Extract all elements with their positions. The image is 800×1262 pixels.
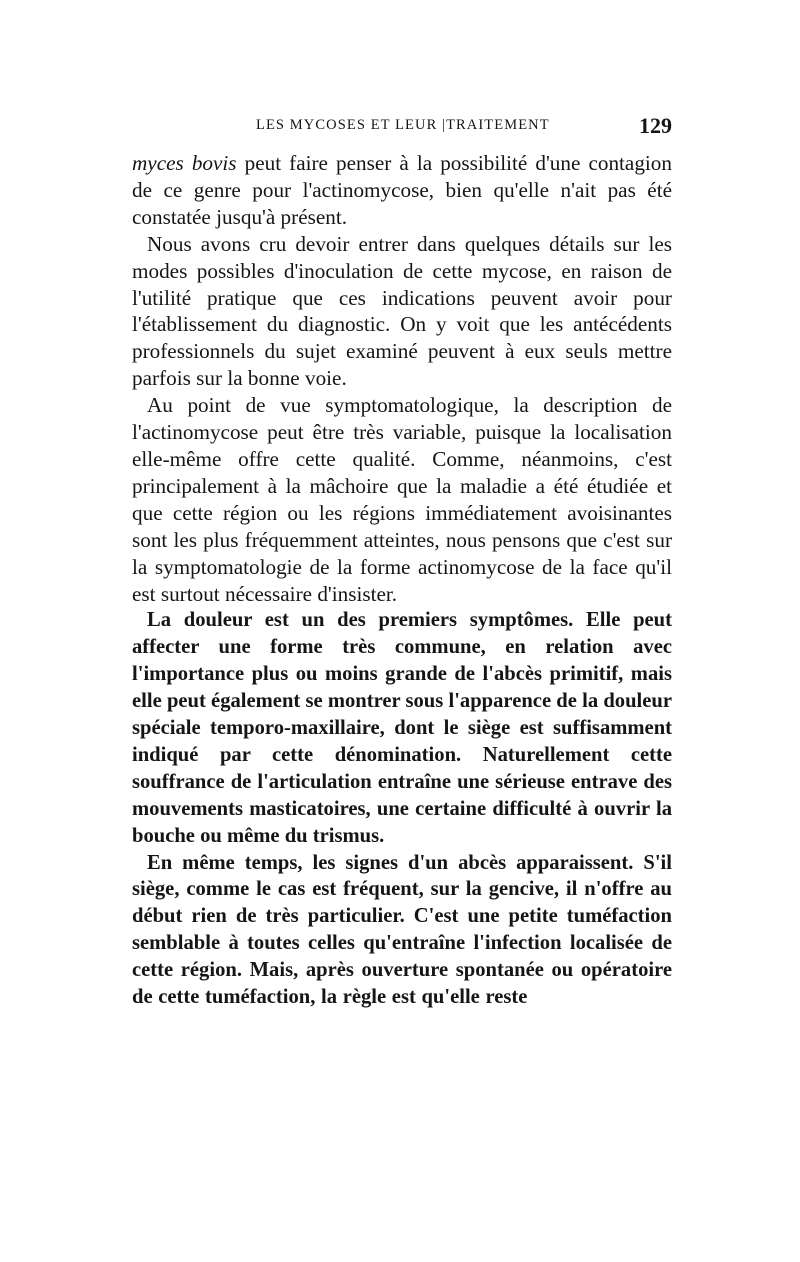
paragraph-4: La douleur est un des premiers symptômes. Elle peut affecter une forme très commune, en relation avec l'importance plus ou moins grande de l'abcès primitif, mais elle peut également se montrer sous l'apparence de la douleur spéciale temporo-maxillaire, dont le siège est suffisamment indiqué par cette dénomination. Naturellement cette souffrance de l'articulation entraîne une sérieuse entrave des mouvements masticatoires, une certaine difficulté à ouvrir la bouche ou même du trismus. <box>132 609 672 847</box>
italic-lead: myces bovis <box>132 151 237 175</box>
body-text <box>132 150 672 1011</box>
running-head <box>132 113 672 143</box>
page-number: 129 <box>639 113 672 138</box>
paragraph-2: Nous avons cru devoir entrer dans quelques détails sur les modes possibles d'inoculation de cette mycose, en raison de l'utilité pratique que ces indications peuvent avoir pour l'établissement du diagnostic. On y voit que les antécédents professionnels du sujet examiné peuvent à eux seuls mettre parfois sur la bonne voie. <box>132 231 672 391</box>
running-title: LES MYCOSES ET LEUR |TRAITEMENT <box>256 117 550 133</box>
paragraph-1-text: peut faire penser à la possibilité d'une contagion de ce genre pour l'actinomycose, bien qu'elle n'ait pas été constatée jusqu'à présent. <box>132 151 672 229</box>
paragraph-3: Au point de vue symptomatologique, la description de l'actinomycose peut être très variable, puisque la localisation elle-même offre cette qualité. Comme, néanmoins, c'est principalement à la mâchoire que la maladie a été étudiée et que cette région ou les régions immédiatement avoisinantes sont les plus fréquemment atteintes, nous pensons que c'est sur la symptomatologie de la forme actinomycose de la face qu'il est surtout nécessaire d'insister. <box>132 393 672 606</box>
paragraph-5: En même temps, les signes d'un abcès apparaissent. S'il siège, comme le cas est fréquent, sur la gencive, il n'offre au début rien de très particulier. C'est une petite tuméfaction semblable à toutes celles qu'entraîne l'infection localisée de cette région. Mais, après ouverture spontanée ou opératoire de cette tuméfaction, la règle est qu'elle reste <box>132 851 672 1009</box>
paragraph-1 <box>132 150 672 231</box>
